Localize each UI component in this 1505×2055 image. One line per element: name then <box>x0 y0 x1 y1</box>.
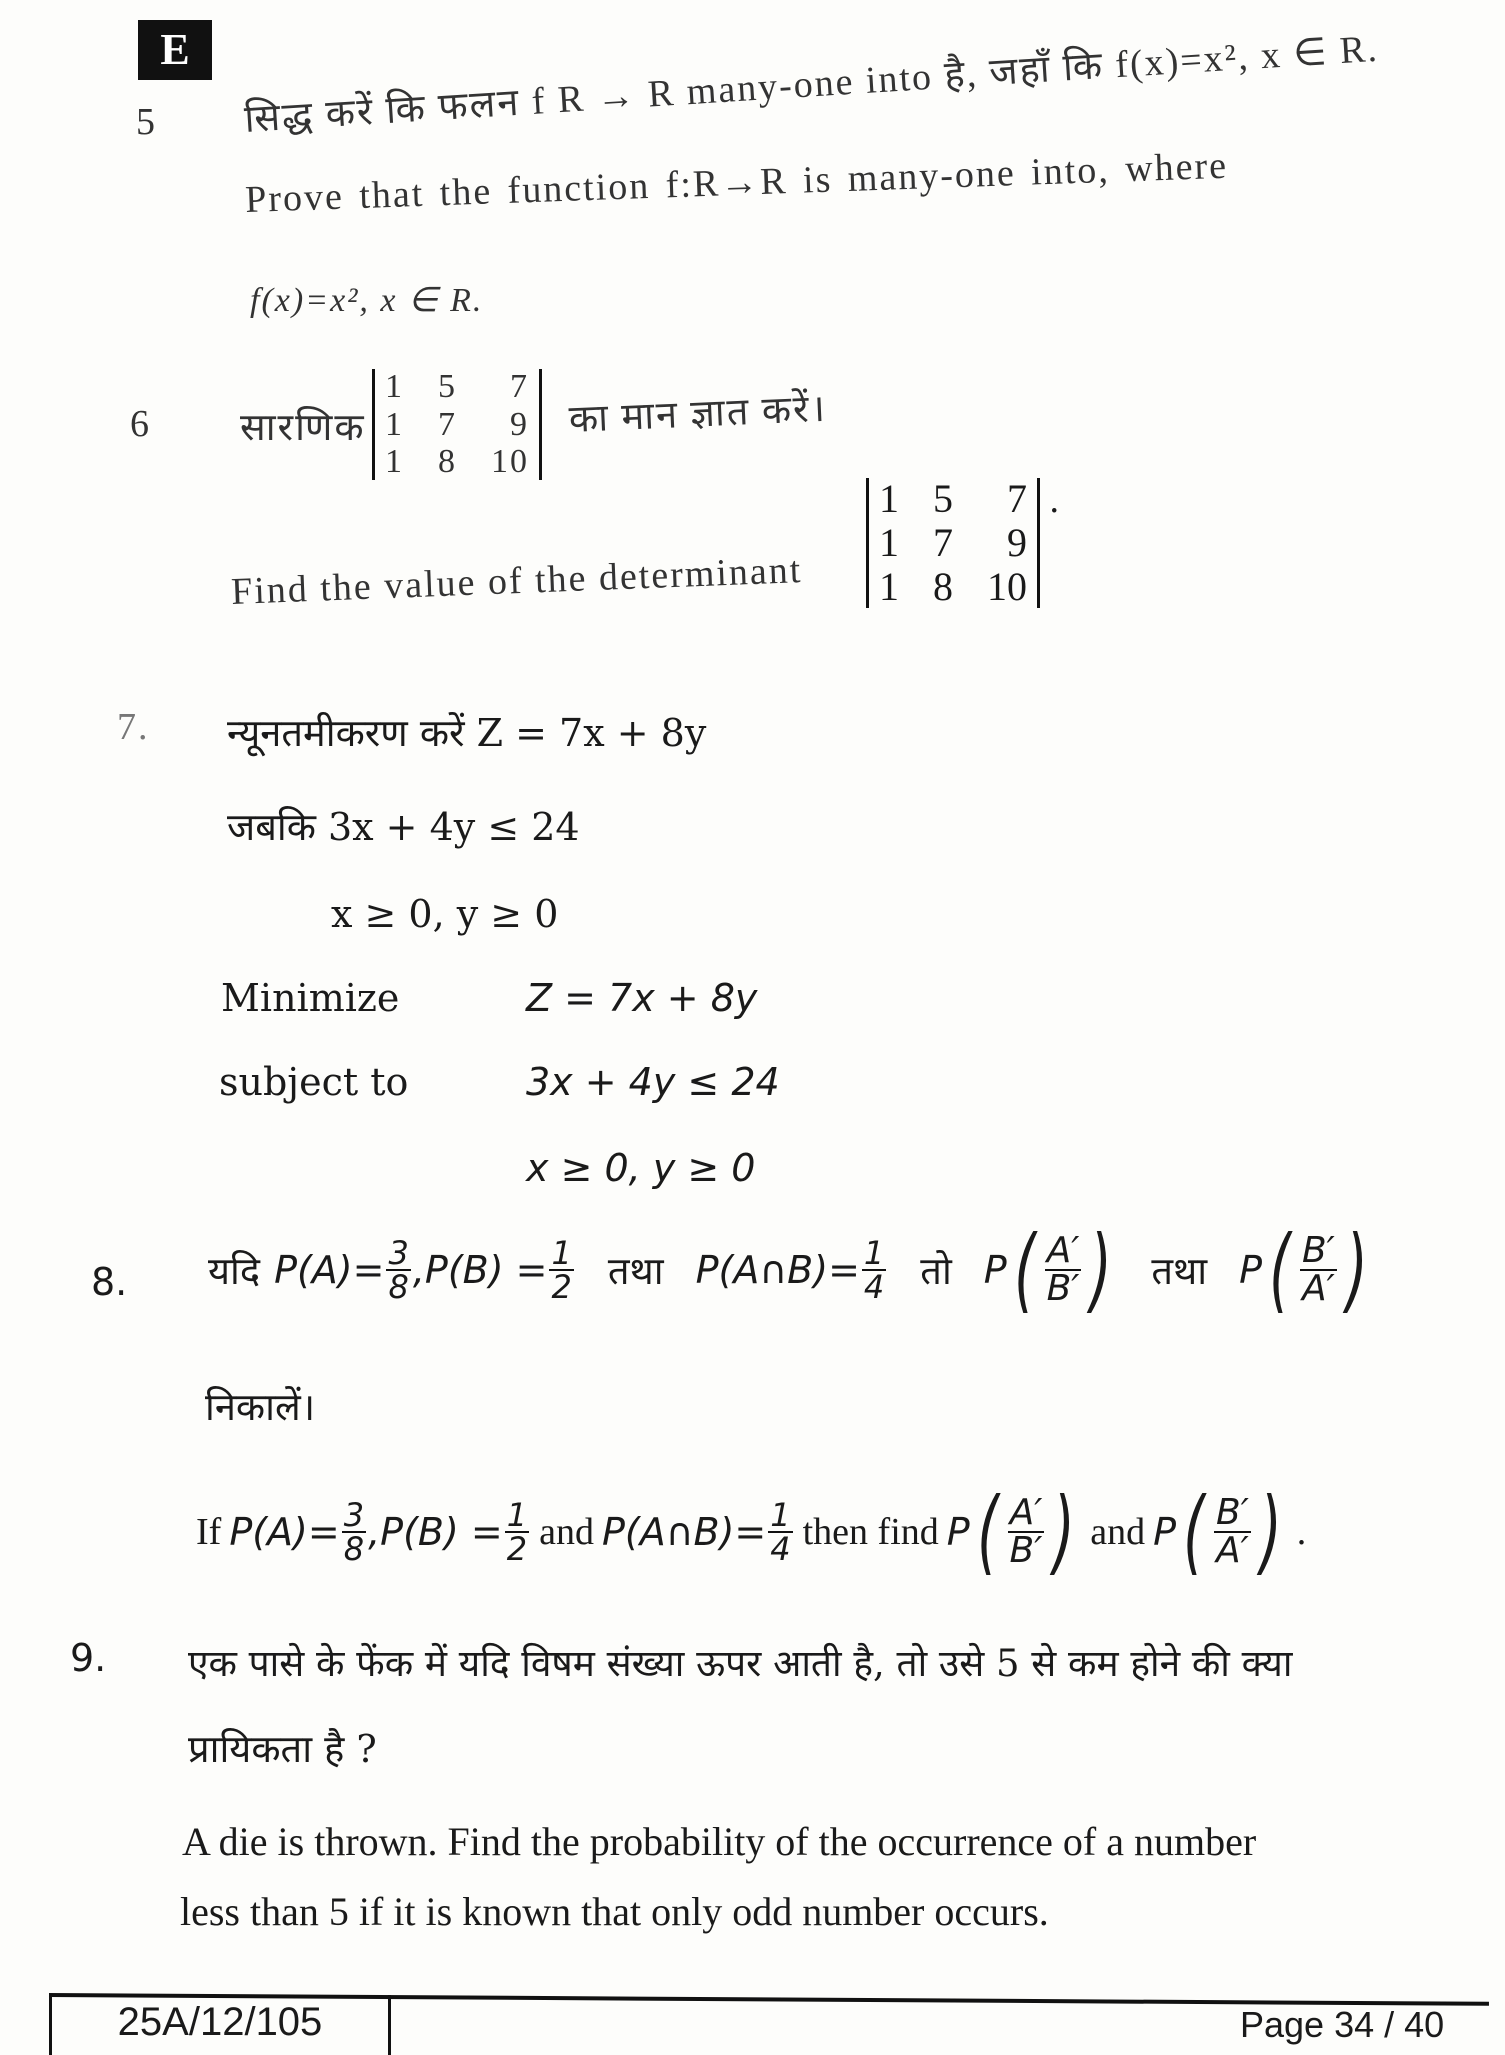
matrix-cell: 7 <box>1007 476 1027 521</box>
denominator: 2 <box>551 1268 572 1306</box>
page-number: Page 34 / 40 <box>1240 2004 1445 2045</box>
numerator: 1 <box>506 1496 528 1534</box>
fraction <box>342 1496 366 1568</box>
conditional-probability: P ( $\frac{B'}{A'}$ ) <box>1153 1478 1282 1585</box>
text: and <box>1090 1511 1146 1553</box>
text: P(A)= <box>274 1248 385 1292</box>
fraction <box>549 1234 573 1306</box>
fraction <box>862 1234 886 1306</box>
numerator: 3 <box>343 1496 365 1534</box>
q6-determinant-hindi <box>372 368 542 480</box>
denominator: 4 <box>863 1268 885 1306</box>
minimize-label: Minimize <box>221 976 400 1020</box>
matrix-cell: 7 <box>438 405 457 443</box>
probability-expr <box>229 1496 531 1568</box>
q8-hindi-find: निकालें। <box>205 1385 316 1429</box>
numerator: 1 <box>863 1234 885 1272</box>
minimize-expression: Z = 7x + 8y <box>526 976 758 1020</box>
matrix-cell: 1 <box>879 564 899 609</box>
denominator: B′ <box>1009 1530 1043 1571</box>
q9-hindi-line1: एक पासे के फेंक में यदि विषम संख्या ऊपर आती है, तो उसे 5 से कम होने की क्या <box>188 1642 1293 1685</box>
denominator: 8 <box>343 1530 365 1568</box>
text: तथा <box>607 1249 664 1293</box>
text: P <box>1239 1248 1263 1292</box>
q7-hindi-line3: x ≥ 0, y ≥ 0 <box>331 892 559 936</box>
text: then find <box>802 1511 939 1553</box>
text: P <box>1153 1510 1177 1554</box>
question-number: 5 <box>136 101 157 143</box>
denominator: A′ <box>1302 1268 1335 1309</box>
denominator: A′ <box>1216 1530 1249 1571</box>
text: यदि <box>208 1249 261 1293</box>
question-number: 7. <box>117 706 150 748</box>
constraint-2: x ≥ 0, y ≥ 0 <box>526 1146 756 1190</box>
denominator: 4 <box>770 1530 791 1568</box>
text: If <box>196 1511 222 1553</box>
text: P(A)= <box>229 1510 340 1554</box>
period: . <box>1049 479 1059 521</box>
matrix-cell: 10 <box>987 564 1027 609</box>
fraction <box>505 1496 529 1568</box>
text: P <box>946 1510 970 1554</box>
matrix-cell: 8 <box>438 443 457 481</box>
probability-expr <box>274 1234 576 1306</box>
text: P(A∩B)= <box>695 1248 860 1292</box>
denominator: 8 <box>388 1268 409 1306</box>
paper-code: 25A/12/105 <box>49 1995 391 2055</box>
q5-hindi: सिद्ध करें कि फलन f R → R many-one into है, जहाँ कि f(x)=x², x ∈ R. <box>243 27 1380 142</box>
matrix-cell: 9 <box>510 405 529 443</box>
probability-expr <box>601 1496 795 1568</box>
matrix-cell: 7 <box>933 520 953 565</box>
numerator: 3 <box>388 1234 409 1272</box>
conditional-probability: P ( $\frac{B'}{A'}$ ) <box>1239 1216 1368 1323</box>
text: and <box>539 1511 594 1553</box>
q5-english-line2: f(x)=x², x ∈ R. <box>250 282 484 319</box>
matrix-cell: 1 <box>385 443 404 481</box>
text: ,P(B) = <box>368 1510 503 1554</box>
conditional-probability: P ( $\frac{A'}{B'}$ ) <box>983 1216 1113 1323</box>
matrix-cell: 1 <box>385 368 404 405</box>
text: ,P(B) = <box>412 1248 548 1292</box>
matrix-cell: 5 <box>933 476 953 521</box>
q7-hindi-line2: जबकि 3x + 4y ≤ 24 <box>227 805 580 849</box>
question-number: 8. <box>91 1260 128 1304</box>
matrix-cell: 8 <box>933 564 953 609</box>
numerator: 1 <box>770 1496 791 1534</box>
q8-english-line <box>196 1472 1306 1592</box>
matrix-cell: 9 <box>1007 520 1027 565</box>
q5-english-line1: Prove that the function f:R→R is many-one into, where <box>244 144 1229 222</box>
fraction <box>386 1234 410 1306</box>
constraint-1: 3x + 4y ≤ 24 <box>526 1060 780 1104</box>
q9-english-line2: less than 5 if it is known that only odd number occurs. <box>180 1889 1049 1934</box>
text: P(A∩B)= <box>601 1510 767 1554</box>
q6-english: Find the value of the determinant <box>230 549 804 614</box>
matrix-cell: 1 <box>385 405 404 443</box>
matrix-cell: 10 <box>491 443 529 481</box>
matrix-cell: 7 <box>510 368 529 405</box>
numerator: B′ <box>1301 1230 1335 1271</box>
text: तो <box>920 1249 952 1293</box>
q9-english-line1: A die is thrown. Find the probability of the occurrence of a number <box>182 1819 1257 1864</box>
numerator: A′ <box>1009 1492 1043 1533</box>
text: तथा <box>1151 1249 1208 1293</box>
q9-hindi-line2: प्रायिकता है ? <box>188 1727 377 1771</box>
conditional-probability: P ( $\frac{A'}{B'}$ ) <box>946 1478 1076 1585</box>
denominator: 2 <box>506 1530 528 1568</box>
numerator: A′ <box>1046 1230 1080 1271</box>
matrix-cell: 1 <box>879 520 899 565</box>
q6-hindi-suffix: का मान ज्ञात करें। <box>568 387 828 442</box>
section-label: E <box>138 20 212 80</box>
text: . <box>1296 1511 1307 1553</box>
q8-hindi-line <box>208 1210 1375 1330</box>
question-number: 6 <box>130 403 151 445</box>
numerator: B′ <box>1216 1492 1249 1533</box>
matrix-cell: 5 <box>438 368 457 405</box>
q6-hindi-prefix: सारणिक <box>240 407 366 449</box>
matrix-cell: 1 <box>879 476 899 521</box>
denominator: B′ <box>1046 1268 1080 1309</box>
text: P <box>983 1248 1007 1292</box>
question-number: 9. <box>70 1636 107 1680</box>
numerator: 1 <box>551 1234 572 1272</box>
q6-determinant-english <box>866 478 1059 608</box>
fraction <box>768 1496 792 1568</box>
subject-to-label: subject to <box>219 1060 409 1104</box>
probability-expr <box>695 1234 889 1306</box>
q7-hindi-line1: न्यूनतमीकरण करें Z = 7x + 8y <box>227 711 707 755</box>
